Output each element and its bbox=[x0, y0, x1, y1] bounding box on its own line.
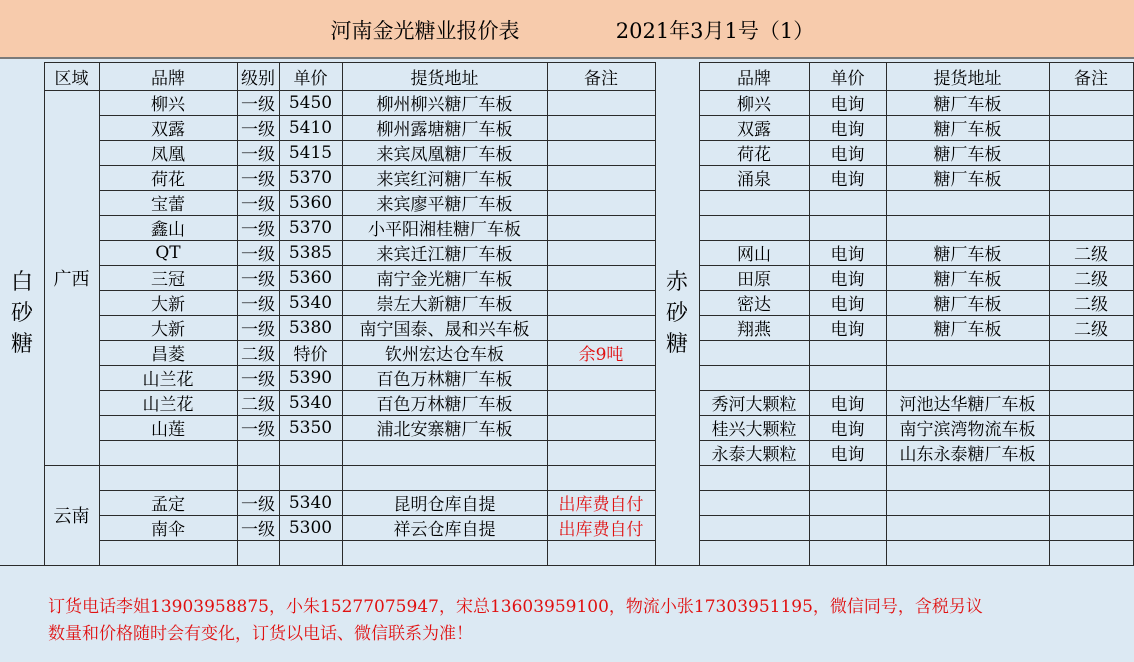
cell-brand bbox=[99, 540, 237, 565]
cell-price: 5390 bbox=[288, 367, 333, 388]
cell-brand bbox=[699, 190, 809, 215]
footer-notice-line: 数量和价格随时会有变化，订货以电话、微信联系为准！ bbox=[48, 624, 473, 644]
cell-address bbox=[886, 540, 1049, 565]
grid-line bbox=[699, 465, 1133, 466]
cell-address bbox=[342, 440, 547, 465]
cell-price: 5300 bbox=[288, 517, 333, 538]
grid-line bbox=[99, 62, 100, 565]
cell-note bbox=[1049, 165, 1133, 190]
cell-note bbox=[547, 315, 655, 340]
cell-brand: 翔燕 bbox=[737, 320, 771, 340]
cell-brand bbox=[699, 215, 809, 240]
cell-address bbox=[886, 515, 1049, 540]
region-yunnan: 云南 bbox=[53, 506, 90, 527]
grid-line bbox=[1049, 62, 1050, 565]
section-label-char: 糖 bbox=[10, 332, 33, 357]
cell-brand bbox=[99, 465, 237, 490]
cell-brand bbox=[699, 365, 809, 390]
cell-note: 二级 bbox=[1074, 245, 1108, 265]
cell-address: 百色万林糖厂车板 bbox=[376, 395, 513, 415]
grid-line bbox=[99, 140, 655, 141]
header-address: 提货地址 bbox=[410, 68, 479, 89]
cell-price: 电询 bbox=[830, 245, 865, 265]
grid-line bbox=[99, 490, 655, 491]
cell-address bbox=[342, 540, 547, 565]
footer-contact-line: 订货电话李姐13903958875，小朱15277075947，宋总13603959100，物流小张17303951195，微信同号，含税另议 bbox=[48, 597, 983, 617]
cell-brand: 永泰大颗粒 bbox=[711, 445, 797, 465]
cell-price: 5450 bbox=[288, 92, 333, 113]
grid-line bbox=[0, 565, 1134, 566]
cell-grade: 一级 bbox=[241, 120, 275, 140]
cell-brand: 柳兴 bbox=[737, 95, 771, 115]
cell-brand: 密达 bbox=[737, 295, 771, 315]
grid-line bbox=[699, 62, 1133, 63]
grid-line bbox=[699, 390, 1133, 391]
cell-price bbox=[279, 465, 342, 490]
cell-price: 5380 bbox=[288, 317, 333, 338]
cell-brand: 大新 bbox=[151, 295, 185, 315]
cell-address: 糖厂车板 bbox=[933, 270, 1002, 290]
header-address: 提货地址 bbox=[933, 68, 1002, 89]
cell-brand: 凤凰 bbox=[151, 145, 185, 165]
cell-price bbox=[809, 365, 886, 390]
cell-grade: 一级 bbox=[241, 420, 275, 440]
cell-price: 电询 bbox=[830, 95, 865, 115]
cell-address: 百色万林糖厂车板 bbox=[376, 370, 513, 390]
header-note: 备注 bbox=[1074, 68, 1108, 89]
cell-price: 5360 bbox=[288, 192, 333, 213]
grid-line bbox=[99, 215, 655, 216]
cell-brand bbox=[699, 340, 809, 365]
cell-note bbox=[1049, 440, 1133, 465]
cell-note bbox=[547, 465, 655, 490]
cell-brand bbox=[99, 440, 237, 465]
section-label-brown-sugar bbox=[655, 62, 699, 565]
cell-address: 糖厂车板 bbox=[933, 95, 1002, 115]
cell-address: 来宾凤凰糖厂车板 bbox=[376, 145, 513, 165]
cell-price: 5350 bbox=[288, 417, 333, 438]
grid-line bbox=[99, 315, 655, 316]
cell-price: 电询 bbox=[830, 120, 865, 140]
grid-line bbox=[44, 62, 655, 63]
cell-note: 二级 bbox=[1074, 295, 1108, 315]
cell-note bbox=[1049, 140, 1133, 165]
sheet-title: 河南金光糖业报价表 bbox=[330, 19, 520, 43]
cell-note bbox=[1049, 415, 1133, 440]
cell-note bbox=[1049, 115, 1133, 140]
cell-grade: 一级 bbox=[241, 220, 275, 240]
cell-address: 崇左大新糖厂车板 bbox=[376, 295, 513, 315]
cell-address: 糖厂车板 bbox=[933, 245, 1002, 265]
cell-note: 二级 bbox=[1074, 320, 1108, 340]
cell-brand: 荷花 bbox=[737, 145, 771, 165]
header-region: 区域 bbox=[54, 68, 89, 89]
cell-address: 南宁滨湾物流车板 bbox=[899, 420, 1036, 440]
cell-note bbox=[547, 265, 655, 290]
cell-note bbox=[547, 140, 655, 165]
grid-line bbox=[699, 115, 1133, 116]
grid-line bbox=[279, 62, 280, 565]
header-price: 单价 bbox=[830, 68, 865, 89]
section-label-char: 糖 bbox=[665, 332, 688, 357]
grid-line bbox=[699, 340, 1133, 341]
cell-address: 南宁国泰、晟和兴车板 bbox=[359, 320, 530, 340]
grid-line bbox=[99, 390, 655, 391]
cell-note: 二级 bbox=[1074, 270, 1108, 290]
grid-line bbox=[547, 62, 548, 565]
grid-line bbox=[99, 365, 655, 366]
cell-grade bbox=[237, 540, 279, 565]
grid-line bbox=[99, 540, 655, 541]
cell-address bbox=[886, 365, 1049, 390]
header-note: 备注 bbox=[584, 68, 618, 89]
cell-price: 电询 bbox=[830, 420, 865, 440]
header-price: 单价 bbox=[293, 68, 328, 89]
cell-grade: 一级 bbox=[241, 270, 275, 290]
cell-brand: QT bbox=[155, 242, 181, 263]
cell-price bbox=[809, 465, 886, 490]
section-label-char: 砂 bbox=[665, 301, 688, 326]
sheet-date: 2021年3月1号（1） bbox=[615, 19, 815, 43]
section-label-white-sugar bbox=[0, 62, 44, 565]
grid-line bbox=[99, 165, 655, 166]
cell-grade: 一级 bbox=[241, 320, 275, 340]
cell-grade bbox=[237, 440, 279, 465]
cell-brand: 山兰花 bbox=[142, 370, 194, 390]
cell-address bbox=[342, 465, 547, 490]
cell-brand: 山莲 bbox=[151, 420, 185, 440]
title-bar bbox=[0, 0, 1134, 59]
grid-line bbox=[699, 240, 1133, 241]
cell-note bbox=[1049, 340, 1133, 365]
cell-address: 钦州宏达仓车板 bbox=[385, 345, 504, 365]
cell-note bbox=[1049, 190, 1133, 215]
cell-note bbox=[1049, 515, 1133, 540]
grid-line bbox=[99, 515, 655, 516]
grid-line bbox=[99, 265, 655, 266]
cell-note bbox=[547, 165, 655, 190]
cell-address: 南宁金光糖厂车板 bbox=[376, 270, 513, 290]
cell-address bbox=[886, 340, 1049, 365]
cell-grade: 一级 bbox=[241, 520, 275, 540]
cell-grade: 一级 bbox=[241, 295, 275, 315]
grid-line bbox=[99, 290, 655, 291]
cell-address: 糖厂车板 bbox=[933, 170, 1002, 190]
grid-line bbox=[699, 415, 1133, 416]
cell-note bbox=[547, 440, 655, 465]
grid-line bbox=[809, 62, 810, 565]
cell-price bbox=[809, 490, 886, 515]
cell-grade: 一级 bbox=[241, 245, 275, 265]
cell-brand: 宝蕾 bbox=[151, 195, 185, 215]
cell-address: 糖厂车板 bbox=[933, 320, 1002, 340]
section-label-char: 砂 bbox=[10, 301, 33, 326]
grid-line bbox=[699, 290, 1133, 291]
cell-grade: 一级 bbox=[241, 95, 275, 115]
cell-price bbox=[809, 215, 886, 240]
cell-brand bbox=[699, 465, 809, 490]
cell-brand bbox=[699, 490, 809, 515]
cell-address: 来宾迁江糖厂车板 bbox=[376, 245, 513, 265]
cell-price: 特价 bbox=[293, 345, 328, 365]
cell-note bbox=[1049, 215, 1133, 240]
cell-price: 5370 bbox=[288, 167, 333, 188]
grid-line bbox=[342, 62, 343, 565]
cell-price: 电询 bbox=[830, 270, 865, 290]
cell-brand bbox=[699, 540, 809, 565]
cell-grade: 一级 bbox=[241, 145, 275, 165]
cell-note bbox=[1049, 465, 1133, 490]
cell-address: 昆明仓库自提 bbox=[393, 495, 496, 515]
cell-note: 出库费自付 bbox=[558, 520, 644, 540]
cell-address: 河池达华糖厂车板 bbox=[899, 395, 1036, 415]
grid-line bbox=[699, 165, 1133, 166]
cell-grade: 二级 bbox=[241, 395, 275, 415]
grid-line bbox=[44, 465, 655, 466]
cell-note bbox=[547, 190, 655, 215]
grid-line bbox=[699, 265, 1133, 266]
cell-price bbox=[809, 515, 886, 540]
cell-price: 5415 bbox=[288, 142, 333, 163]
cell-address: 小平阳湘桂糖厂车板 bbox=[368, 220, 521, 240]
cell-note bbox=[1049, 490, 1133, 515]
grid-line bbox=[99, 190, 655, 191]
cell-note bbox=[1049, 540, 1133, 565]
cell-grade: 一级 bbox=[241, 495, 275, 515]
section-label-char: 赤 bbox=[665, 270, 688, 295]
header-grade: 级别 bbox=[241, 68, 275, 89]
grid-line bbox=[44, 90, 655, 91]
grid-line bbox=[886, 62, 887, 565]
grid-line bbox=[699, 190, 1133, 191]
cell-brand: 桂兴大颗粒 bbox=[711, 420, 797, 440]
cell-brand bbox=[699, 515, 809, 540]
cell-grade: 一级 bbox=[241, 195, 275, 215]
cell-address: 柳州柳兴糖厂车板 bbox=[376, 95, 513, 115]
cell-address: 糖厂车板 bbox=[933, 295, 1002, 315]
cell-brand: 昌菱 bbox=[151, 345, 185, 365]
grid-line bbox=[699, 515, 1133, 516]
cell-note bbox=[547, 215, 655, 240]
cell-brand: 双露 bbox=[737, 120, 771, 140]
cell-note bbox=[547, 290, 655, 315]
cell-note bbox=[547, 390, 655, 415]
cell-address: 糖厂车板 bbox=[933, 145, 1002, 165]
cell-note bbox=[1049, 390, 1133, 415]
cell-price: 电询 bbox=[830, 320, 865, 340]
grid-line bbox=[699, 440, 1133, 441]
cell-address: 浦北安寨糖厂车板 bbox=[376, 420, 513, 440]
cell-brand: 双露 bbox=[151, 120, 185, 140]
cell-address: 山东永泰糖厂车板 bbox=[899, 445, 1036, 465]
cell-note bbox=[547, 90, 655, 115]
cell-note bbox=[547, 240, 655, 265]
cell-note: 出库费自付 bbox=[558, 495, 644, 515]
cell-price bbox=[809, 540, 886, 565]
cell-address bbox=[886, 190, 1049, 215]
cell-address: 柳州露塘糖厂车板 bbox=[376, 120, 513, 140]
cell-address: 来宾红河糖厂车板 bbox=[376, 170, 513, 190]
grid-line bbox=[99, 340, 655, 341]
cell-address bbox=[886, 490, 1049, 515]
grid-line bbox=[99, 115, 655, 116]
grid-line bbox=[699, 540, 1133, 541]
cell-price: 电询 bbox=[830, 295, 865, 315]
grid-line bbox=[699, 215, 1133, 216]
grid-line bbox=[699, 365, 1133, 366]
cell-price: 电询 bbox=[830, 170, 865, 190]
cell-note bbox=[547, 415, 655, 440]
cell-brand: 大新 bbox=[151, 320, 185, 340]
grid-line bbox=[699, 490, 1133, 491]
section-label-char: 白 bbox=[10, 270, 33, 295]
cell-brand: 山兰花 bbox=[142, 395, 194, 415]
cell-note bbox=[1049, 90, 1133, 115]
cell-price: 5370 bbox=[288, 217, 333, 238]
cell-price: 5340 bbox=[288, 492, 333, 513]
cell-grade: 一级 bbox=[241, 370, 275, 390]
cell-grade: 一级 bbox=[241, 170, 275, 190]
cell-price bbox=[809, 340, 886, 365]
cell-address: 糖厂车板 bbox=[933, 120, 1002, 140]
cell-note bbox=[1049, 365, 1133, 390]
cell-price: 电询 bbox=[830, 145, 865, 165]
grid-line bbox=[699, 62, 700, 565]
grid-line bbox=[99, 440, 655, 441]
cell-brand: 孟定 bbox=[151, 495, 185, 515]
grid-line bbox=[699, 315, 1133, 316]
cell-price: 电询 bbox=[830, 395, 865, 415]
cell-grade bbox=[237, 465, 279, 490]
cell-price: 5340 bbox=[288, 292, 333, 313]
cell-address bbox=[886, 465, 1049, 490]
cell-brand: 涌泉 bbox=[737, 170, 771, 190]
cell-price bbox=[279, 540, 342, 565]
cell-note bbox=[547, 540, 655, 565]
cell-price: 5410 bbox=[288, 117, 333, 138]
cell-price: 5340 bbox=[288, 392, 333, 413]
cell-brand: 三冠 bbox=[151, 270, 185, 290]
cell-price bbox=[279, 440, 342, 465]
grid-line bbox=[237, 62, 238, 565]
cell-brand: 网山 bbox=[737, 245, 771, 265]
cell-price bbox=[809, 190, 886, 215]
cell-brand: 南伞 bbox=[151, 520, 185, 540]
grid-line bbox=[699, 140, 1133, 141]
grid-line bbox=[699, 90, 1133, 91]
cell-note bbox=[547, 365, 655, 390]
cell-note bbox=[547, 115, 655, 140]
cell-brand: 田原 bbox=[737, 270, 771, 290]
cell-brand: 荷花 bbox=[151, 170, 185, 190]
grid-line bbox=[99, 240, 655, 241]
cell-price: 电询 bbox=[830, 445, 865, 465]
cell-price: 5385 bbox=[288, 242, 333, 263]
header-brand: 品牌 bbox=[737, 68, 771, 89]
header-brand: 品牌 bbox=[151, 68, 185, 89]
cell-note: 余9吨 bbox=[578, 345, 624, 365]
region-guangxi: 广西 bbox=[53, 268, 90, 290]
grid-line bbox=[99, 415, 655, 416]
cell-brand: 柳兴 bbox=[151, 95, 185, 115]
cell-address: 祥云仓库自提 bbox=[393, 520, 496, 540]
cell-brand: 秀河大颗粒 bbox=[711, 395, 797, 415]
cell-price: 5360 bbox=[288, 267, 333, 288]
cell-address: 来宾廖平糖厂车板 bbox=[376, 195, 513, 215]
cell-address bbox=[886, 215, 1049, 240]
cell-brand: 鑫山 bbox=[151, 220, 185, 240]
cell-grade: 二级 bbox=[241, 345, 275, 365]
